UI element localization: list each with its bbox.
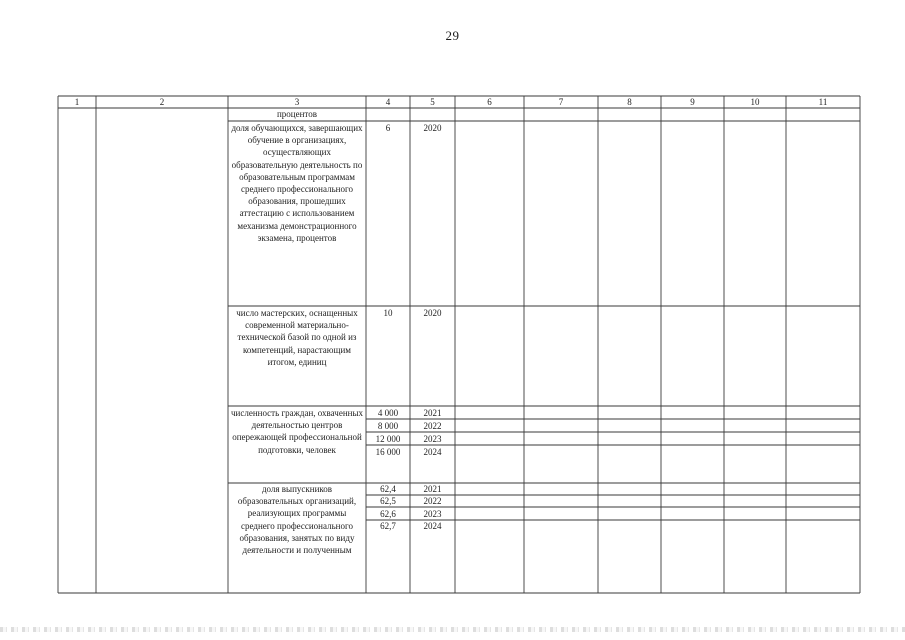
base-year: 2020 — [423, 308, 442, 318]
indicator-text: число мастерских, оснащенных современной материально-технической базой по одной из компетенций, нарастающим итогом, единиц — [236, 308, 358, 367]
target-value: 62,4 — [380, 484, 396, 494]
target-value: 16 000 — [375, 447, 401, 457]
target-year: 2022 — [423, 421, 442, 431]
indicator-text: численность граждан, охваченных деятельностью центров опережающей профессиональной подготовки, человек — [231, 408, 363, 455]
indicator-text: доля обучающихся, завершающих обучение в организациях, осуществляющих образовательную деятельность по образовательным программам среднего профессионального образования, прошедших аттестацию с использованием механизма демонстрационного экзамена, процентов — [231, 123, 363, 243]
scan-artifact — [0, 627, 905, 632]
target-year: 2024 — [423, 521, 442, 531]
target-year: 2024 — [423, 447, 442, 457]
column-header-2: 2 — [159, 97, 165, 107]
column-header-1: 1 — [74, 97, 80, 107]
column-header-9: 9 — [690, 97, 695, 107]
indicator-text: процентов — [276, 109, 317, 119]
target-year: 2021 — [423, 484, 442, 494]
target-value: 12 000 — [375, 434, 401, 444]
target-year: 2021 — [423, 408, 442, 418]
page-number: 29 — [445, 28, 460, 43]
column-header-4: 4 — [385, 97, 391, 107]
column-header-3: 3 — [294, 97, 300, 107]
column-header-11: 11 — [818, 97, 828, 107]
target-value: 4 000 — [377, 408, 399, 418]
target-year: 2022 — [423, 496, 442, 506]
column-header-6: 6 — [487, 97, 492, 107]
indicator-text: доля выпускников образовательных организаций, реализующих программы среднего профессионального образования, занятых по виду деятельности и полученным — [237, 484, 357, 556]
base-value: 6 — [385, 123, 391, 133]
base-value: 10 — [383, 308, 393, 318]
target-year: 2023 — [423, 434, 442, 444]
column-header-8: 8 — [627, 97, 632, 107]
target-value: 8 000 — [377, 421, 399, 431]
target-value: 62,6 — [380, 509, 396, 519]
column-header-7: 7 — [558, 97, 564, 107]
target-value: 62,7 — [380, 521, 396, 531]
base-year: 2020 — [423, 123, 442, 133]
target-value: 62,5 — [380, 496, 396, 506]
target-year: 2023 — [423, 509, 442, 519]
column-header-10: 10 — [750, 97, 760, 107]
column-header-5: 5 — [430, 97, 435, 107]
